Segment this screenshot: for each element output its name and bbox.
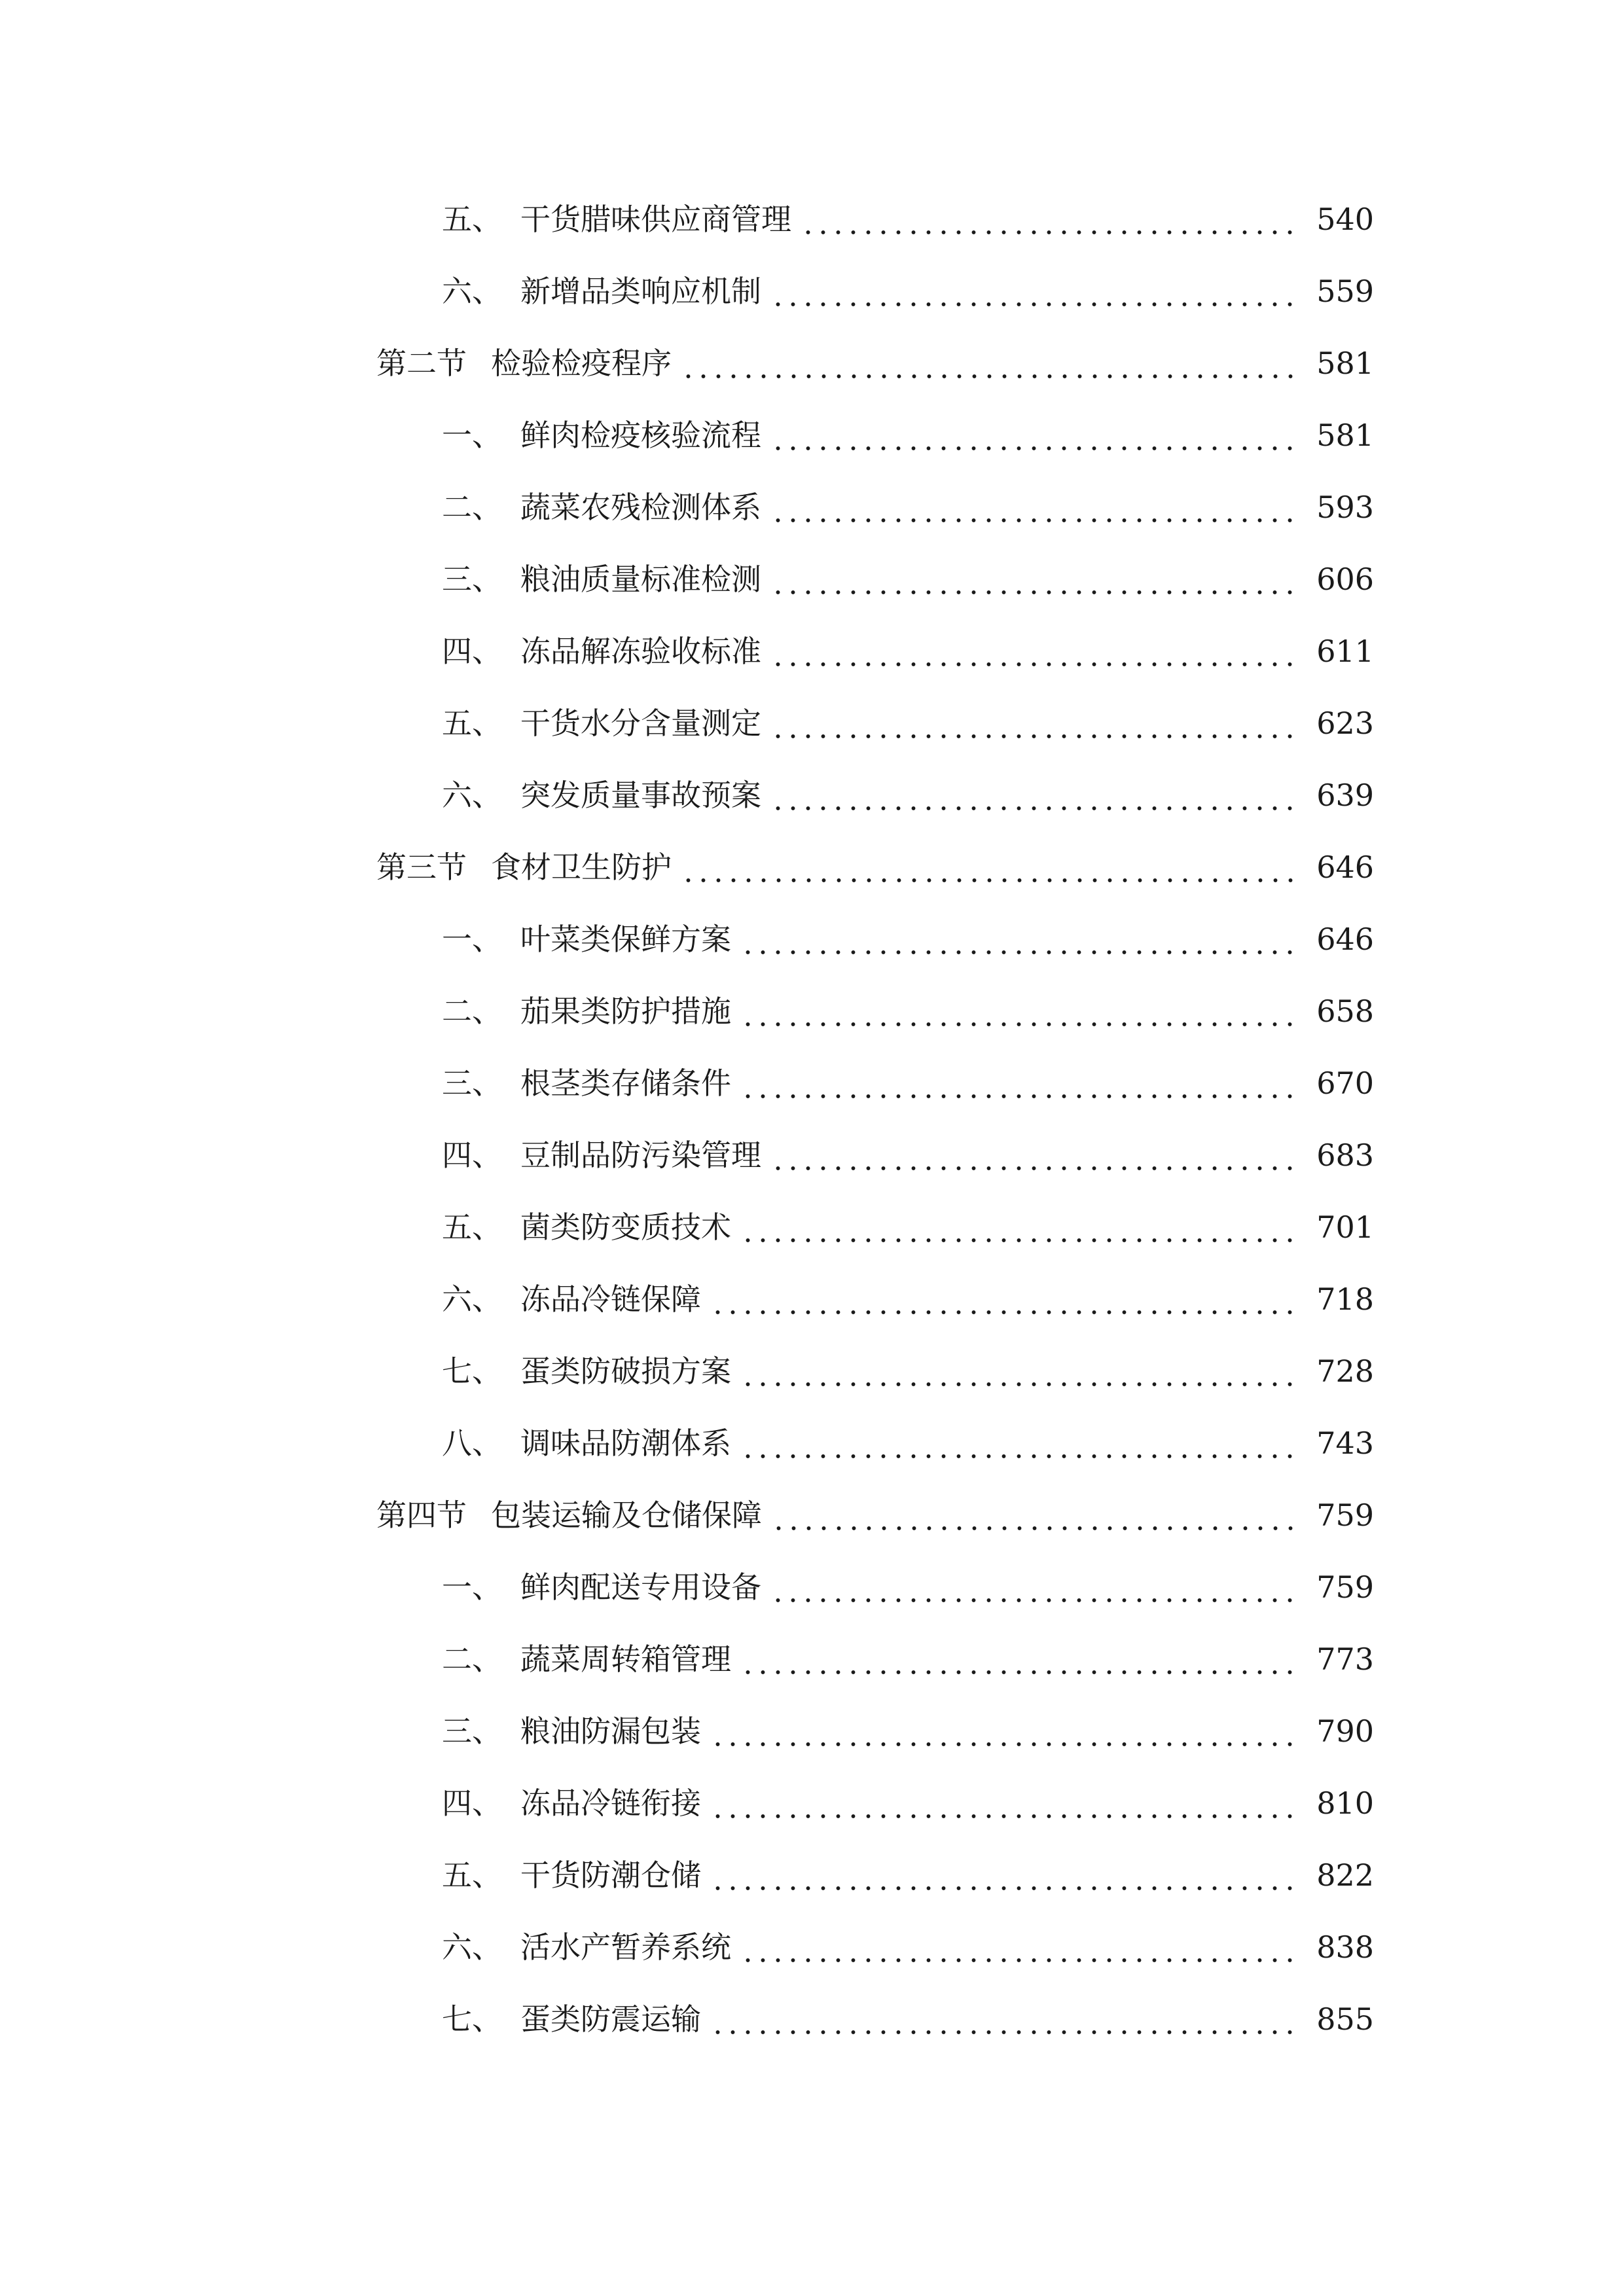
toc-entry-title: 食材卫生防护 bbox=[491, 850, 672, 885]
toc-entry-page-number: 559 bbox=[1316, 274, 1374, 309]
toc-entry-title: 干货水分含量测定 bbox=[520, 706, 761, 741]
toc-subsection-entry[interactable] bbox=[442, 985, 1374, 1037]
toc-dot-leader bbox=[770, 1129, 1299, 1181]
toc-entry-page-number: 611 bbox=[1316, 634, 1374, 669]
toc-entry-page-number: 623 bbox=[1316, 706, 1374, 741]
toc-entry-page-number: 581 bbox=[1316, 418, 1374, 453]
toc-entry-title: 粮油防漏包装 bbox=[520, 1713, 701, 1749]
toc-entry-page-number: 790 bbox=[1316, 1713, 1374, 1749]
toc-dot-leader bbox=[740, 1345, 1299, 1397]
toc-section-entry[interactable] bbox=[376, 1489, 1374, 1541]
toc-section-entry[interactable] bbox=[376, 337, 1374, 389]
toc-entry-number: 三、 bbox=[442, 562, 502, 597]
toc-dot-leader bbox=[681, 841, 1299, 893]
toc-entry-number: 四、 bbox=[442, 1138, 502, 1173]
toc-entry-page-number: 728 bbox=[1316, 1354, 1374, 1389]
toc-dot-leader bbox=[740, 1633, 1299, 1685]
toc-dot-leader bbox=[770, 769, 1299, 821]
toc-entry-number: 五、 bbox=[442, 1210, 502, 1245]
toc-subsection-entry[interactable] bbox=[442, 265, 1374, 317]
toc-subsection-entry[interactable] bbox=[442, 625, 1374, 677]
toc-entry-title: 鲜肉配送专用设备 bbox=[520, 1570, 761, 1605]
toc-dot-leader bbox=[710, 1849, 1299, 1901]
toc-subsection-entry[interactable] bbox=[442, 1417, 1374, 1469]
toc-dot-leader bbox=[771, 1489, 1299, 1541]
toc-subsection-entry[interactable] bbox=[442, 1561, 1374, 1613]
toc-dot-leader bbox=[740, 913, 1299, 965]
toc-subsection-entry[interactable] bbox=[442, 1777, 1374, 1829]
toc-entry-page-number: 646 bbox=[1316, 922, 1374, 957]
toc-dot-leader bbox=[770, 553, 1299, 605]
toc-entry-number: 一、 bbox=[442, 418, 502, 453]
toc-subsection-entry[interactable] bbox=[442, 553, 1374, 605]
toc-subsection-entry[interactable] bbox=[442, 1705, 1374, 1757]
toc-entry-page-number: 743 bbox=[1316, 1426, 1374, 1461]
toc-subsection-entry[interactable] bbox=[442, 697, 1374, 749]
toc-subsection-entry[interactable] bbox=[442, 1201, 1374, 1253]
toc-entry-number: 一、 bbox=[442, 922, 502, 957]
toc-dot-leader bbox=[710, 1705, 1299, 1757]
toc-dot-leader bbox=[770, 1561, 1299, 1613]
toc-dot-leader bbox=[710, 1273, 1299, 1325]
toc-entry-number: 四、 bbox=[442, 1785, 502, 1821]
toc-dot-leader bbox=[740, 1201, 1299, 1253]
toc-entry-number: 五、 bbox=[442, 1857, 502, 1893]
toc-entry-number: 二、 bbox=[442, 490, 502, 525]
toc-entry-number: 六、 bbox=[442, 274, 502, 309]
toc-entry-title: 鲜肉检疫核验流程 bbox=[520, 418, 761, 453]
toc-dot-leader bbox=[740, 1057, 1299, 1109]
toc-entry-page-number: 606 bbox=[1316, 562, 1374, 597]
toc-section-entry[interactable] bbox=[376, 841, 1374, 893]
toc-entry-number: 五、 bbox=[442, 202, 502, 237]
toc-entry-number: 六、 bbox=[442, 778, 502, 813]
toc-entry-title: 突发质量事故预案 bbox=[520, 778, 761, 813]
toc-entry-number: 六、 bbox=[442, 1929, 502, 1965]
toc-entry-title: 茄果类防护措施 bbox=[520, 994, 731, 1029]
toc-entry-title: 检验检疫程序 bbox=[491, 346, 672, 381]
toc-entry-number: 一、 bbox=[442, 1570, 502, 1605]
toc-entry-title: 蛋类防震运输 bbox=[520, 2001, 701, 2037]
toc-dot-leader bbox=[770, 409, 1299, 461]
toc-entry-number: 三、 bbox=[442, 1066, 502, 1101]
toc-dot-leader bbox=[770, 481, 1299, 533]
toc-entry-title: 蔬菜农残检测体系 bbox=[520, 490, 761, 525]
toc-entry-page-number: 701 bbox=[1316, 1210, 1374, 1245]
toc-entry-title: 根茎类存储条件 bbox=[520, 1066, 731, 1101]
toc-subsection-entry[interactable] bbox=[442, 913, 1374, 965]
toc-entry-title: 冻品解冻验收标准 bbox=[520, 634, 761, 669]
toc-entry-number: 二、 bbox=[442, 1641, 502, 1677]
toc-entry-page-number: 646 bbox=[1316, 850, 1374, 885]
toc-entry-page-number: 855 bbox=[1316, 2001, 1374, 2037]
toc-dot-leader bbox=[740, 985, 1299, 1037]
toc-entry-title: 包装运输及仓储保障 bbox=[491, 1498, 762, 1533]
toc-subsection-entry[interactable] bbox=[442, 1849, 1374, 1901]
toc-entry-number: 第三节 bbox=[376, 850, 467, 885]
toc-entry-number: 七、 bbox=[442, 2001, 502, 2037]
toc-entry-title: 干货腊味供应商管理 bbox=[520, 202, 791, 237]
toc-entry-number: 三、 bbox=[442, 1713, 502, 1749]
toc-entry-page-number: 759 bbox=[1316, 1570, 1374, 1605]
toc-dot-leader bbox=[801, 193, 1299, 245]
toc-entry-title: 蔬菜周转箱管理 bbox=[520, 1641, 731, 1677]
toc-subsection-entry[interactable] bbox=[442, 481, 1374, 533]
toc-entry-number: 第二节 bbox=[376, 346, 467, 381]
toc-entry-number: 五、 bbox=[442, 706, 502, 741]
toc-dot-leader bbox=[740, 1921, 1299, 1973]
toc-entry-number: 八、 bbox=[442, 1426, 502, 1461]
toc-subsection-entry[interactable] bbox=[442, 193, 1374, 245]
toc-entry-number: 二、 bbox=[442, 994, 502, 1029]
toc-dot-leader bbox=[770, 265, 1299, 317]
toc-entry-title: 粮油质量标准检测 bbox=[520, 562, 761, 597]
toc-subsection-entry[interactable] bbox=[442, 1129, 1374, 1181]
toc-entry-page-number: 658 bbox=[1316, 994, 1374, 1029]
toc-entry-page-number: 670 bbox=[1316, 1066, 1374, 1101]
toc-entry-page-number: 593 bbox=[1316, 490, 1374, 525]
toc-dot-leader bbox=[740, 1417, 1299, 1469]
toc-entry-page-number: 581 bbox=[1316, 346, 1374, 381]
toc-entry-number: 第四节 bbox=[376, 1498, 467, 1533]
toc-dot-leader bbox=[681, 337, 1299, 389]
toc-entry-title: 豆制品防污染管理 bbox=[520, 1138, 761, 1173]
toc-entry-page-number: 540 bbox=[1316, 202, 1374, 237]
toc-entry-title: 干货防潮仓储 bbox=[520, 1857, 701, 1893]
toc-entry-number: 七、 bbox=[442, 1354, 502, 1389]
toc-subsection-entry[interactable] bbox=[442, 1273, 1374, 1325]
toc-entry-page-number: 838 bbox=[1316, 1929, 1374, 1965]
toc-entry-page-number: 639 bbox=[1316, 778, 1374, 813]
toc-entry-title: 蛋类防破损方案 bbox=[520, 1354, 731, 1389]
toc-entry-page-number: 822 bbox=[1316, 1857, 1374, 1893]
toc-entry-page-number: 759 bbox=[1316, 1498, 1374, 1533]
toc-subsection-entry[interactable] bbox=[442, 1345, 1374, 1397]
toc-entry-title: 菌类防变质技术 bbox=[520, 1210, 731, 1245]
toc-entry-page-number: 718 bbox=[1316, 1282, 1374, 1317]
toc-entry-page-number: 773 bbox=[1316, 1641, 1374, 1677]
toc-subsection-entry[interactable] bbox=[442, 769, 1374, 821]
toc-entry-title: 调味品防潮体系 bbox=[520, 1426, 731, 1461]
toc-entry-title: 新增品类响应机制 bbox=[520, 274, 761, 309]
toc-entry-page-number: 683 bbox=[1316, 1138, 1374, 1173]
toc-subsection-entry[interactable] bbox=[442, 1921, 1374, 1973]
toc-entry-title: 活水产暂养系统 bbox=[520, 1929, 731, 1965]
toc-dot-leader bbox=[770, 697, 1299, 749]
toc-entry-title: 叶菜类保鲜方案 bbox=[520, 922, 731, 957]
toc-entry-title: 冻品冷链衔接 bbox=[520, 1785, 701, 1821]
toc-entry-title: 冻品冷链保障 bbox=[520, 1282, 701, 1317]
toc-subsection-entry[interactable] bbox=[442, 409, 1374, 461]
toc-dot-leader bbox=[710, 1777, 1299, 1829]
toc-entry-number: 四、 bbox=[442, 634, 502, 669]
toc-subsection-entry[interactable] bbox=[442, 1993, 1374, 2045]
toc-subsection-entry[interactable] bbox=[442, 1633, 1374, 1685]
toc-subsection-entry[interactable] bbox=[442, 1057, 1374, 1109]
toc-entry-page-number: 810 bbox=[1316, 1785, 1374, 1821]
toc-dot-leader bbox=[770, 625, 1299, 677]
toc-dot-leader bbox=[710, 1993, 1299, 2045]
toc-entry-number: 六、 bbox=[442, 1282, 502, 1317]
